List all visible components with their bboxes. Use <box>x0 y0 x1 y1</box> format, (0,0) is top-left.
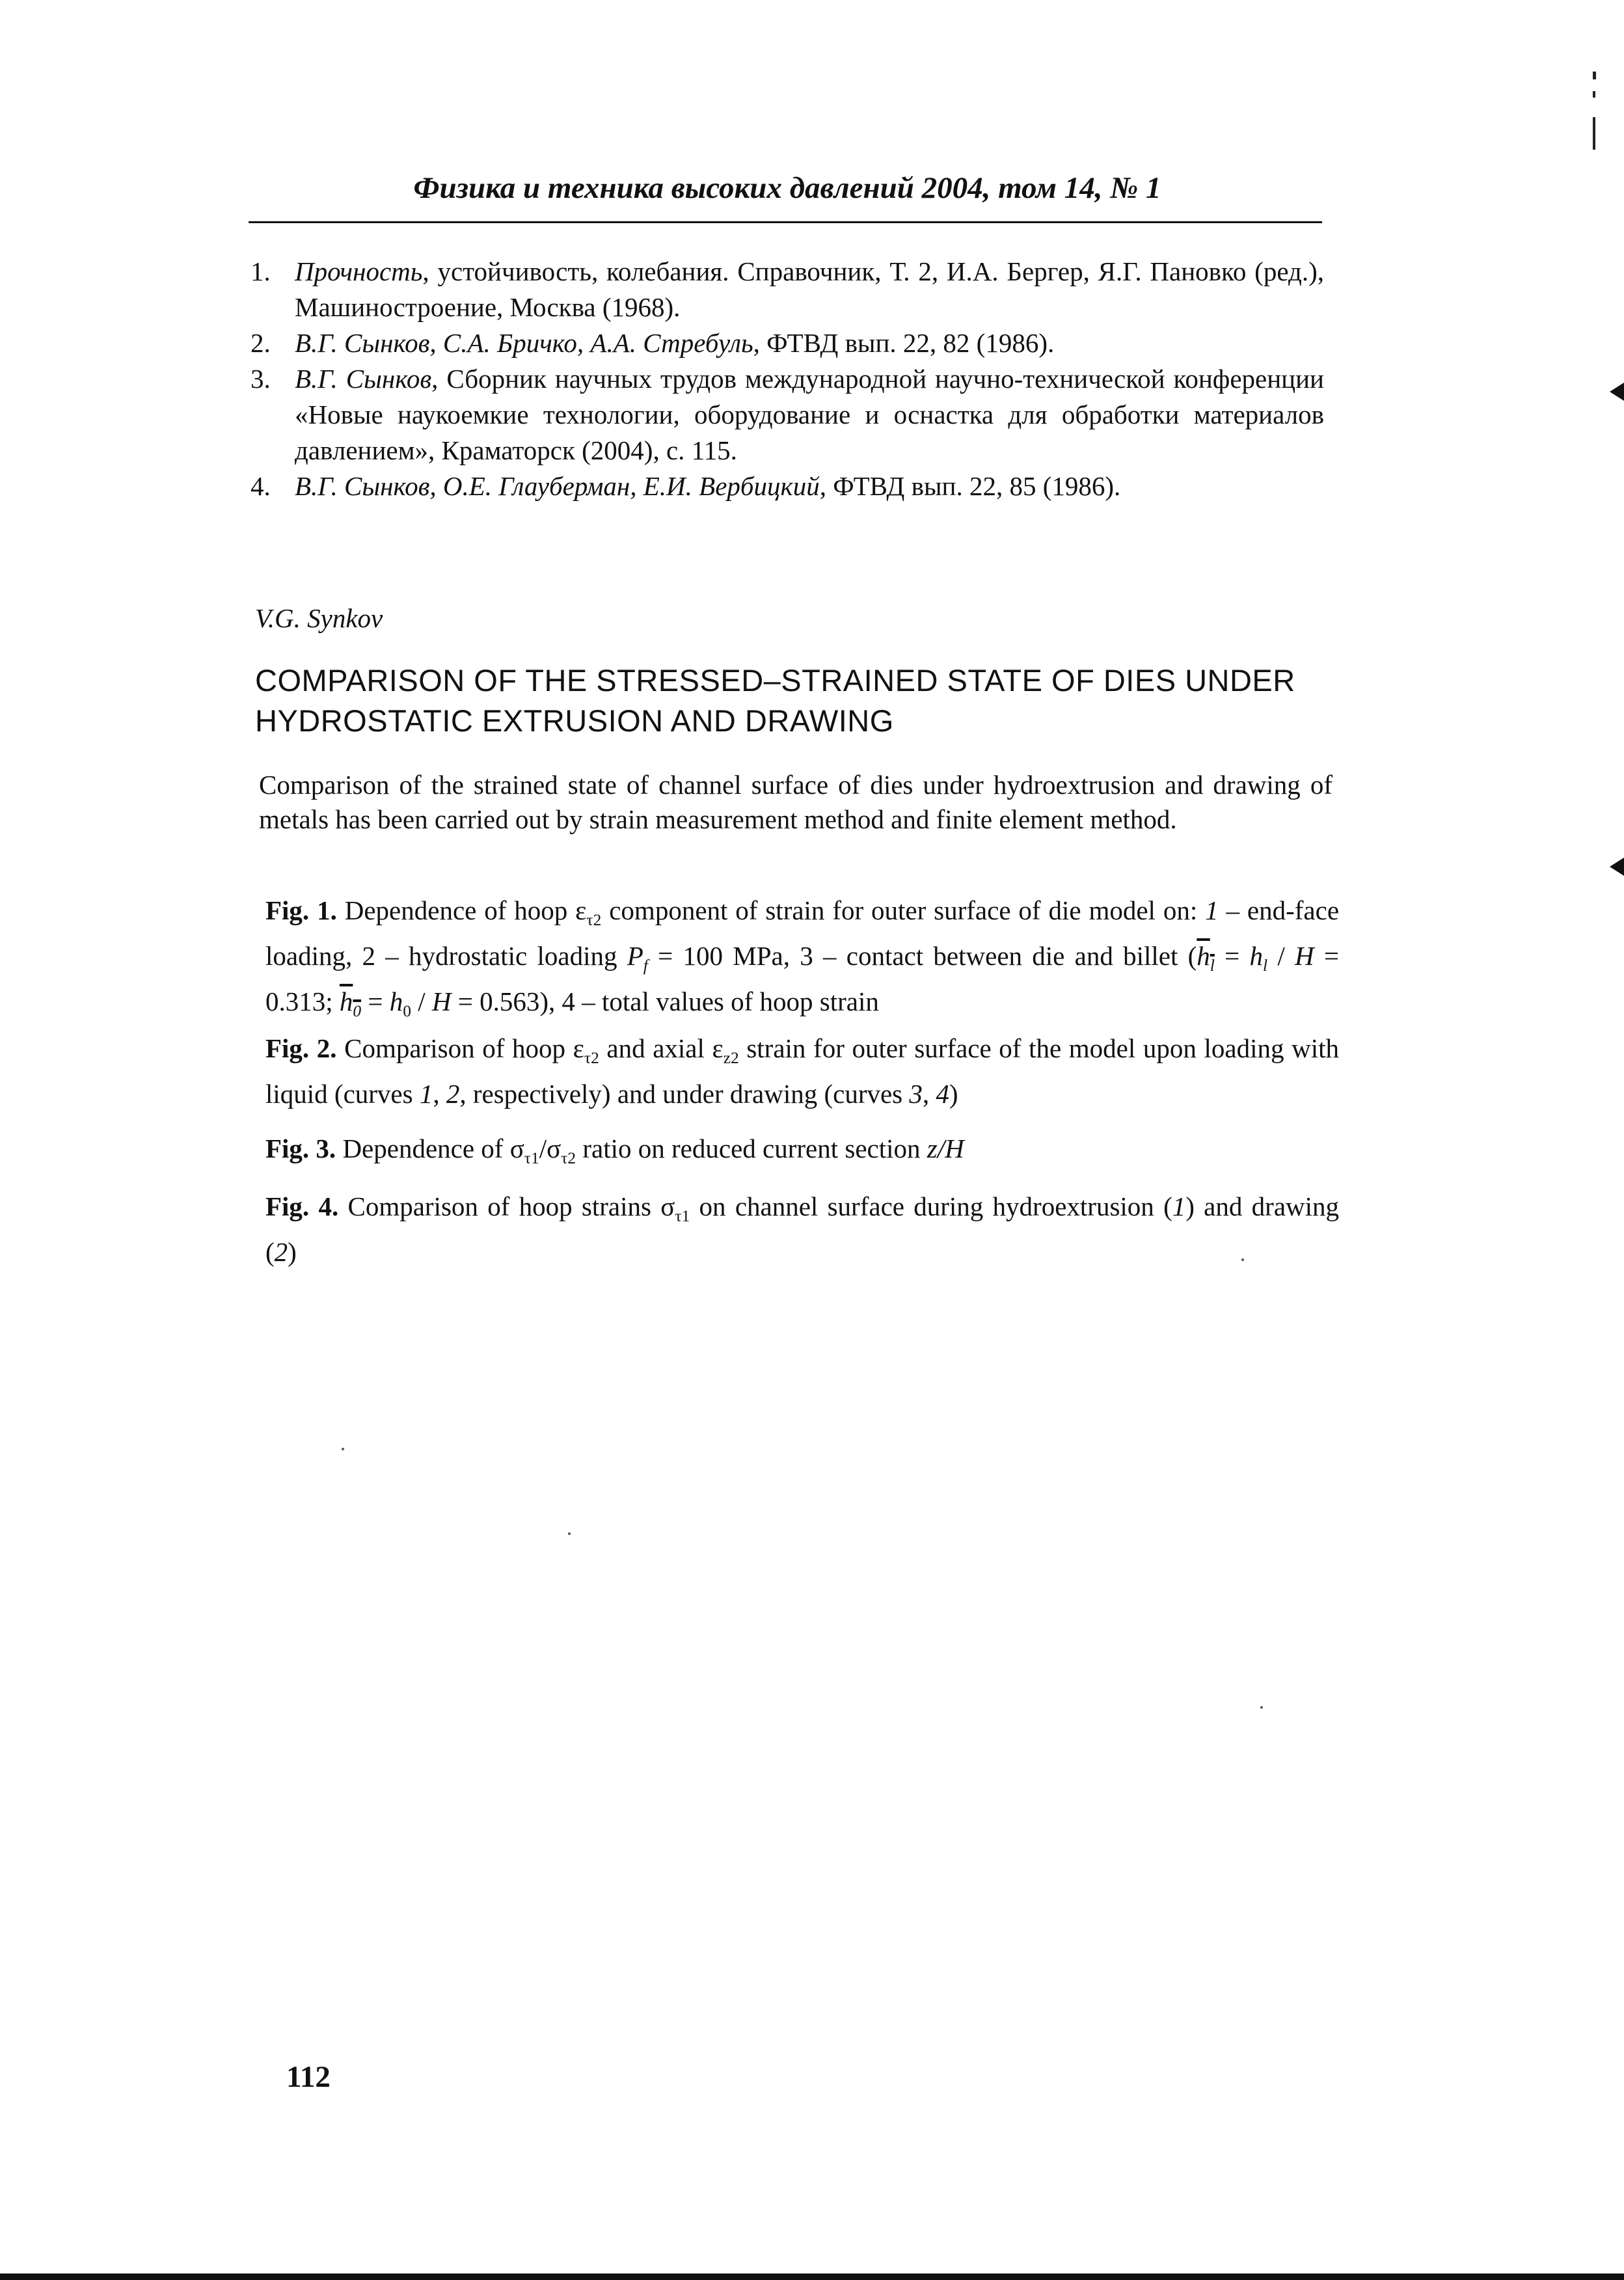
reference-body: , устойчивость, колебания. Справочник, Т. 2, И.А. Бергер, Я.Г. Пановко (ред.), Машиностроение, Москва (1968). <box>295 256 1324 322</box>
caption-subscript: 0 <box>403 1002 411 1021</box>
caption-italic: $h_0$ <box>339 986 362 1021</box>
caption-italic: H <box>431 986 452 1017</box>
page-number: 112 <box>286 2060 331 2094</box>
caption-subscript: z2 <box>723 1049 739 1068</box>
caption-text: , <box>922 1079 936 1109</box>
caption-subscript: τ2 <box>561 1149 576 1168</box>
journal-header: Физика и техника высоких давлений 2004, том 14, № 1 <box>413 171 1161 205</box>
caption-italic: h <box>389 986 403 1017</box>
caption-text: , <box>433 1079 446 1109</box>
figure-caption-4 <box>265 1189 1339 1270</box>
caption-text: Dependence of hoop ε <box>336 895 587 925</box>
caption-italic: z/H <box>927 1133 964 1163</box>
scan-mark <box>1593 72 1596 79</box>
reference-authors: В.Г. Сынков <box>295 364 432 394</box>
figure-caption-3 <box>265 1131 1339 1176</box>
caption-label: Fig. 1. <box>265 895 337 925</box>
caption-text: ) <box>288 1237 297 1268</box>
caption-text: , respectively) and under drawing (curves <box>459 1079 910 1109</box>
reference-body: , Сборник научных трудов международной научно-технической конференции «Новые наукоемкие технологии, оборудование и оснастка для обработки материалов давлением», Краматорск (2004), с. 115. <box>295 364 1325 465</box>
caption-text: – end-face loading, 2 – hydrostatic loading <box>265 895 1340 971</box>
reference-number: 4. <box>250 471 271 501</box>
reference-body: , ФТВД вып. 22, 82 (1986). <box>753 328 1055 358</box>
reference-number: 3. <box>250 364 271 394</box>
reference-authors: Прочность <box>295 256 423 286</box>
reference-item <box>250 254 1324 325</box>
caption-label: Fig. 4. <box>265 1191 339 1221</box>
caption-text: = <box>1214 941 1250 971</box>
scan-dot <box>342 1448 344 1450</box>
caption-text: Dependence of σ <box>336 1133 524 1163</box>
caption-text: = 0.313; <box>265 941 1340 1017</box>
article-title: COMPARISON OF THE STRESSED–STRAINED STATE OF DIES UNDER HYDROSTATIC EXTRUSION AND DRAWING <box>255 663 1295 738</box>
caption-text: = 100 MPa, 3 – contact between die and billet ( <box>647 941 1197 971</box>
article-author: V.G. Synkov <box>255 603 383 633</box>
reference-item <box>250 361 1324 468</box>
reference-authors: В.Г. Сынков, О.Е. Глауберман, Е.И. Вербицкий <box>295 471 820 501</box>
caption-text: / <box>411 986 432 1017</box>
caption-italic: $h_l$ <box>1197 941 1215 975</box>
reference-list <box>250 254 1324 504</box>
reference-text <box>295 468 1324 504</box>
header-rule <box>249 221 1322 223</box>
caption-italic: H <box>1295 941 1314 971</box>
caption-subscript: τ2 <box>584 1049 599 1068</box>
caption-text: Comparison of hoop strains σ <box>338 1191 675 1221</box>
caption-label: Fig. 3. <box>265 1133 336 1163</box>
caption-text: /σ <box>539 1133 562 1163</box>
reference-text <box>295 325 1324 361</box>
reference-number: 1. <box>250 256 271 286</box>
caption-italic: 2 <box>446 1079 460 1109</box>
reference-authors: В.Г. Сынков, С.А. Бричко, А.А. Стребуль <box>295 328 753 358</box>
caption-italic: P <box>627 941 643 971</box>
caption-italic: 1 <box>419 1079 433 1109</box>
caption-text: / <box>1267 941 1295 971</box>
caption-text: and axial ε <box>599 1033 724 1063</box>
reference-item <box>250 325 1324 361</box>
caption-italic: 1 <box>1205 895 1219 925</box>
caption-italic: 4 <box>936 1079 949 1109</box>
caption-text: on channel surface during hydroextrusion ( <box>690 1191 1172 1221</box>
caption-text: ) and drawing ( <box>265 1191 1340 1268</box>
caption-text: = 0.563), 4 – total values of hoop strain <box>451 986 879 1017</box>
caption-italic: h <box>1249 941 1264 971</box>
caption-text: ) <box>949 1079 958 1109</box>
caption-label: Fig. 2. <box>265 1033 337 1063</box>
scan-mark <box>1593 91 1595 98</box>
scan-dot <box>1260 1706 1263 1709</box>
caption-subscript: τ2 <box>586 911 602 930</box>
edge-mark <box>1610 858 1624 876</box>
caption-subscript: τ1 <box>675 1207 690 1226</box>
edge-mark <box>1610 383 1624 401</box>
caption-italic: 2 <box>274 1237 288 1268</box>
caption-italic: 1 <box>1172 1191 1186 1221</box>
reference-body: , ФТВД вып. 22, 85 (1986). <box>819 471 1121 501</box>
scan-bottom-edge <box>0 2273 1624 2280</box>
caption-text: component of strain for outer surface of die model on: <box>601 895 1206 925</box>
scan-dot <box>568 1532 571 1535</box>
figure-caption-1 <box>265 893 1339 1030</box>
reference-text <box>295 254 1324 325</box>
caption-subscript: l <box>1263 957 1268 975</box>
caption-subscript: τ1 <box>524 1149 539 1168</box>
reference-text <box>295 361 1324 468</box>
caption-text: Comparison of hoop ε <box>336 1033 584 1063</box>
reference-item <box>250 468 1324 504</box>
caption-text: strain for outer surface of the model upon loading with liquid (curves <box>265 1033 1340 1109</box>
scan-mark <box>1593 117 1595 150</box>
caption-text: = <box>361 986 390 1017</box>
caption-text: ratio on reduced current section <box>576 1133 927 1163</box>
caption-italic: 3 <box>909 1079 923 1109</box>
reference-number: 2. <box>250 328 271 358</box>
article-abstract: Comparison of the strained state of channel surface of dies under hydroextrusion and drawing of metals has been carried out by strain measurement method and finite element method. <box>259 770 1333 834</box>
figure-caption-2 <box>265 1031 1339 1112</box>
caption-subscript: f <box>643 957 648 975</box>
